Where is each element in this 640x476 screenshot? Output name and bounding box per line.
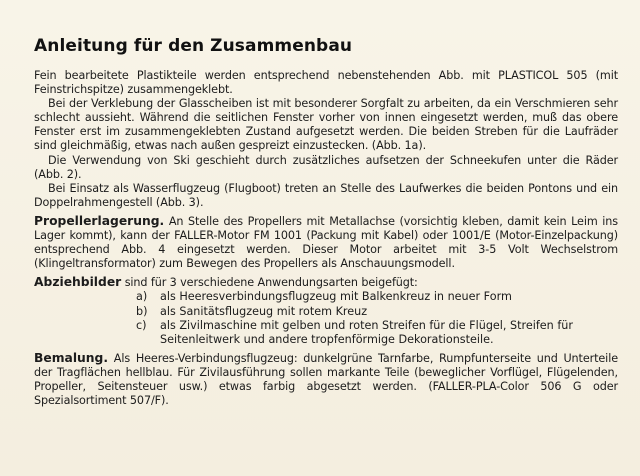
list-item — [34, 290, 618, 304]
decals-text: sind für 3 verschiedene Anwendungsarten beigefügt: — [121, 276, 418, 290]
seaplane-paragraph: Bei Einsatz als Wasserflugzeug (Flugboot) treten an Stelle des Laufwerkes die beiden Pontons und ein Doppelrahmengestell (Abb. 3). — [34, 181, 618, 209]
list-item-label: a) — [136, 290, 148, 304]
list-item-text: als Zivilmaschine mit gelben und roten Streifen für die Flügel, Streifen für Seitenleitwerk und andere tropfenförmige Dekorationsteile. — [160, 318, 573, 346]
ski-paragraph: Die Verwendung von Ski geschieht durch zusätzliches aufsetzen der Schneekufen unter die Räder (Abb. 2). — [34, 153, 618, 181]
list-item-label: b) — [136, 304, 148, 318]
propeller-text: An Stelle des Propellers mit Metallachse (vorsichtig kleben, damit kein Leim ins Lager kommt), kann der FALLER-Motor FM 1001 (Packung mit Kabel) oder 1001/E (Motor-Einzelpackung) entsprechend Abb. 4 eingesetzt werden. Dieser Motor arbeitet mit 3-5 Volt Wechselstrom (Klingeltransformator) zum Bewegen des Propellers als Anschauungsmodell. — [34, 214, 618, 271]
page-title: Anleitung für den Zusammenbau — [34, 36, 353, 56]
glass-paragraph: Bei der Verklebung der Glasscheiben ist mit besonderer Sorgfalt zu arbeiten, da ein Verschmieren sehr schlecht aussieht. Während die seitlichen Fenster vorher von innen eingesetzt werden, muß das obere Fenster erst im zusammengeklebten Zustand aufgesetzt werden. Die beiden Streben für die Laufräder sind gleichmäßig, etwas nach außen gespreizt einzustecken. (Abb. 1a). — [34, 97, 618, 153]
list-item-text: als Heeresverbindungsflugzeug mit Balkenkreuz in neuer Form — [160, 290, 512, 304]
list-item — [34, 319, 618, 347]
list-item — [34, 305, 618, 319]
propeller-heading: Propellerlagerung. — [34, 213, 165, 228]
list-item-text: als Sanitätsflugzeug mit rotem Kreuz — [160, 304, 368, 318]
decals-heading: Abziehbilder — [34, 275, 122, 290]
painting-section — [34, 351, 618, 408]
decals-section — [34, 275, 618, 290]
propeller-section — [34, 214, 618, 271]
decals-list — [34, 290, 618, 346]
intro-paragraph: Fein bearbeitete Plastikteile werden entsprechend nebenstehenden Abb. mit PLASTICOL 505 (mit Feinstrichspitze) zusammengeklebt. — [34, 69, 618, 97]
painting-text: Als Heeres-Verbindungsflugzeug: dunkelgrüne Tarnfarbe, Rumpfunterseite und Unterteile der Tragflächen hellblau. Für Zivilausführung sollen markante Teile (beweglicher Vorflügel, Flügelenden, Propeller, Seitensteuer usw.) etwas farbig abgesetzt werden. (FALLER-PLA-Color 506 G oder Spezialsortiment 507/F). — [34, 351, 618, 408]
list-item-label: c) — [136, 318, 147, 332]
painting-heading: Bemalung. — [34, 350, 109, 365]
